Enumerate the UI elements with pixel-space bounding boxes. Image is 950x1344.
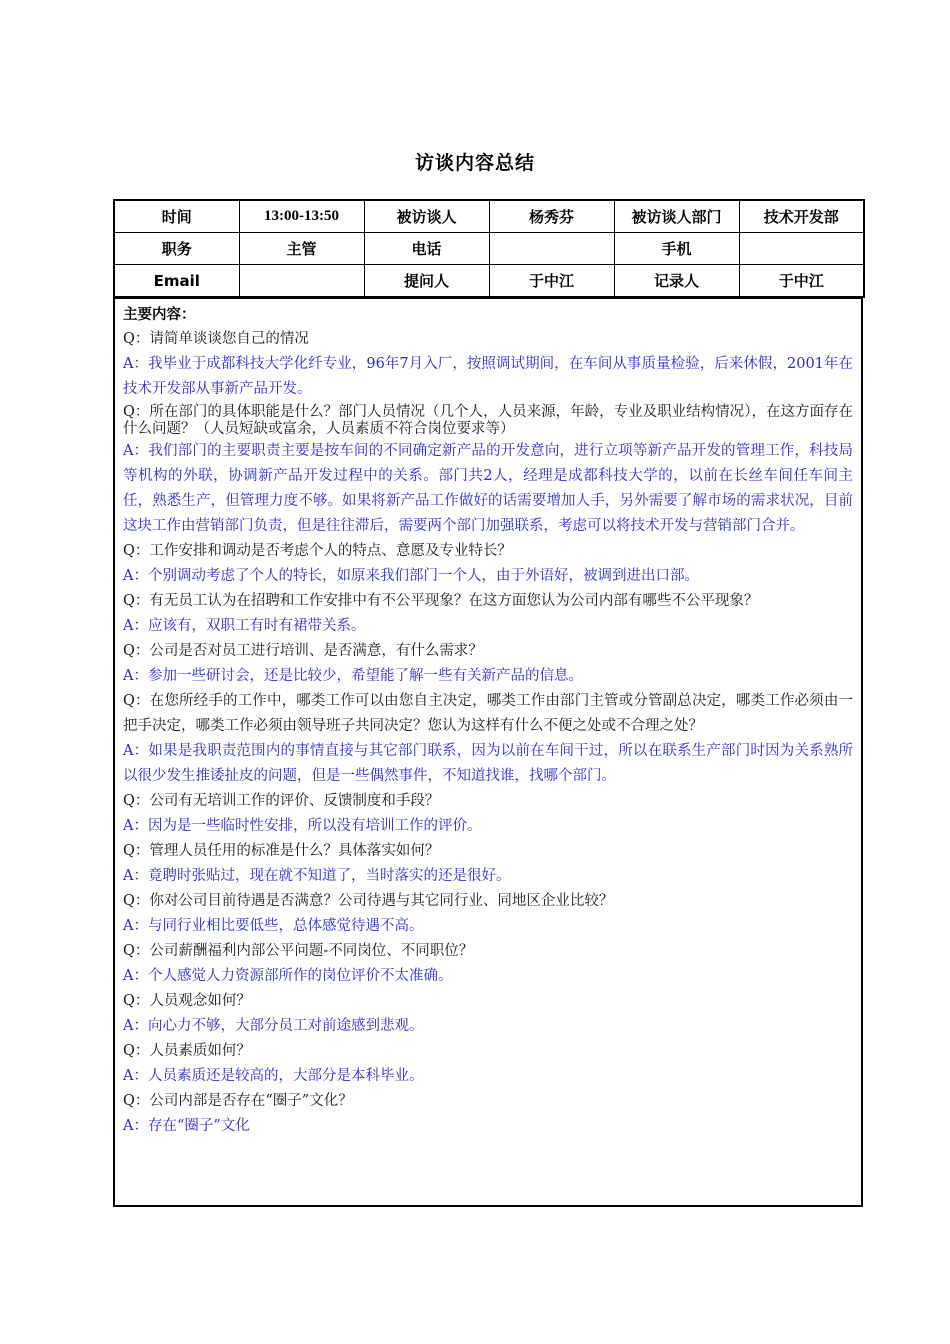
answer-text: A：应该有，双职工有时有裙带关系。 — [123, 618, 366, 634]
answer-text: A：参加一些研讨会，还是比较少，希望能了解一些有关新产品的信息。 — [123, 668, 583, 684]
question-text: Q：所在部门的具体职能是什么？部门人员情况（几个人，人员来源，年龄，专业及职业结构情况），在这方面存在什么问题？（人员短缺或富余，人员素质不符合岗位要求等） — [123, 404, 853, 437]
answer-text: A：人员素质还是较高的，大部分是本科毕业。 — [123, 1068, 424, 1084]
label-questioner: 提问人 — [364, 265, 489, 298]
value-phone — [489, 233, 614, 265]
question-text: Q：公司内部是否存在“圈子”文化？ — [123, 1093, 353, 1109]
label-interviewee: 被访谈人 — [364, 200, 489, 233]
label-phone: 电话 — [364, 233, 489, 265]
question-text: Q：你对公司目前待遇是否满意？公司待遇与其它同行业、同地区企业比较？ — [123, 893, 614, 909]
interview-info-table — [113, 199, 865, 298]
question-text: Q：公司薪酬福利内部公平问题-不同岗位、不同职位？ — [123, 943, 474, 959]
label-recorder: 记录人 — [614, 265, 739, 298]
value-position: 主管 — [239, 233, 364, 265]
value-interviewee-dept: 技术开发部 — [739, 200, 864, 233]
label-email: Email — [114, 265, 239, 298]
answer-text: A：个人感觉人力资源部所作的岗位评价不太准确。 — [123, 968, 453, 984]
value-email — [239, 265, 364, 298]
answer-text: A：我们部门的主要职责主要是按车间的不同确定新产品的开发意向，进行立项等新产品开发的管理工作，科技局等机构的外联，协调新产品开发过程中的关系。部门共2人，经理是成都科技大学的，以前在长丝车间任车间主任，熟悉生产，但管理力度不够。如果将新产品工作做好的话需要增加人手，另外需要了解市场的需求状况，目前这块工作由营销部门负责，但是往往滞后，需要两个部门加强联系，考虑可以将技术开发与营销部门合并。 — [123, 443, 853, 534]
value-time: 13:00-13:50 — [239, 200, 364, 233]
label-position: 职务 — [114, 233, 239, 265]
question-text: Q：人员素质如何？ — [123, 1043, 251, 1059]
answer-text: A：存在“圈子”文化 — [123, 1118, 250, 1134]
answer-text: A：因为是一些临时性安排，所以没有培训工作的评价。 — [123, 818, 482, 834]
question-text: Q：请简单谈谈您自己的情况 — [123, 331, 309, 347]
info-row-position — [114, 233, 864, 265]
question-text: Q：工作安排和调动是否考虑个人的特点、意愿及专业特长？ — [123, 543, 512, 559]
page-title: 访谈内容总结 — [414, 152, 535, 174]
info-row-email — [114, 265, 864, 298]
question-text: Q：人员观念如何？ — [123, 993, 251, 1009]
answer-text: A：向心力不够，大部分员工对前途感到悲观。 — [123, 1018, 424, 1034]
label-time: 时间 — [114, 200, 239, 233]
question-text: Q：有无员工认为在招聘和工作安排中有不公平现象？在这方面您认为公司内部有哪些不公平现象？ — [123, 593, 759, 609]
content-heading: 主要内容： — [123, 307, 196, 323]
question-text: Q：公司有无培训工作的评价、反馈制度和手段？ — [123, 793, 440, 809]
value-mobile — [739, 233, 864, 265]
info-row-time — [114, 200, 864, 233]
qa-list — [123, 327, 853, 1139]
answer-text: A：竟聘时张贴过，现在就不知道了，当时落实的还是很好。 — [123, 868, 511, 884]
answer-text: A：如果是我职责范围内的事情直接与其它部门联系，因为以前在车间干过，所以在联系生产部门时因为关系熟所以很少发生推诿扯皮的问题，但是一些偶然事件，不知道找谁，找哪个部门。 — [123, 743, 853, 784]
answer-text: A：个别调动考虑了个人的特长，如原来我们部门一个人，由于外语好，被调到进出口部。 — [123, 568, 699, 584]
question-text: Q：公司是否对员工进行培训、是否满意，有什么需求？ — [123, 643, 483, 659]
label-mobile: 手机 — [614, 233, 739, 265]
question-text: Q：管理人员任用的标准是什么？具体落实如何？ — [123, 843, 440, 859]
label-interviewee-dept: 被访谈人部门 — [614, 200, 739, 233]
main-content-box — [113, 298, 863, 1207]
value-recorder: 于中江 — [739, 265, 864, 298]
answer-text: A：与同行业相比要低些，总体感觉待遇不高。 — [123, 918, 424, 934]
question-text: Q：在您所经手的工作中，哪类工作可以由您自主决定，哪类工作由部门主管或分管副总决定，哪类工作必须由一把手决定，哪类工作必须由领导班子共同决定？您认为这样有什么不便之处或不合理之处？ — [123, 693, 853, 734]
value-questioner: 于中江 — [489, 265, 614, 298]
value-interviewee: 杨秀芬 — [489, 200, 614, 233]
answer-text: A：我毕业于成都科技大学化纤专业，96年7月入厂，按照调试期间，在车间从事质量检验，后来休假，2001年在技术开发部从事新产品开发。 — [123, 356, 853, 397]
